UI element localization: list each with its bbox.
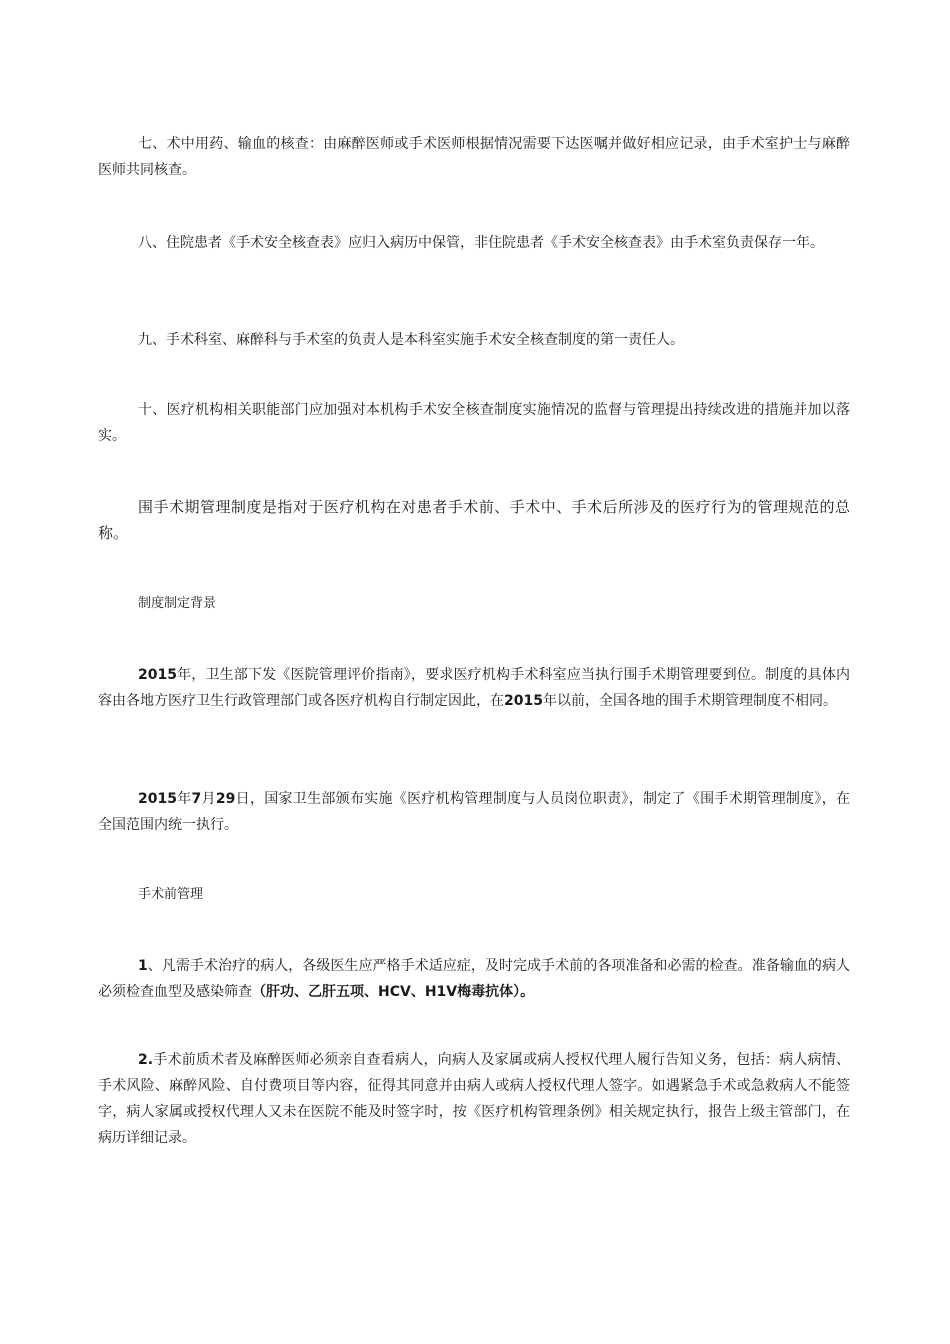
background-text: 月: [201, 791, 216, 807]
background-paragraph-1: [98, 662, 850, 714]
year-value: 2015: [504, 693, 543, 709]
definition-paragraph: 围手术期管理制度是指对于医疗机构在对患者手术前、手术中、手术后所涉及的医疗行为的管理规范的总称。: [98, 498, 850, 542]
paragraph-item-9: 九、手术科室、麻醉科与手术室的负责人是本科室实施手术安全核查制度的第一责任人。: [138, 332, 684, 348]
section-heading-preop: 手术前管理: [138, 887, 204, 902]
preop-item-1: [98, 953, 850, 1005]
background-text: 日，国家卫生部颁布实施《医疗机构管理制度与人员岗位职责》，制定了《围手术期管理制度》，在全国范围内统一执行。: [98, 791, 851, 833]
item-number: 1: [138, 958, 148, 974]
item-text: 手术前质术者及麻醉医师必须亲自查看病人，向病人及家属或病人授权代理人履行告知义务，包括：病人病情、手术风险、麻醉风险、自付费项目等内容，征得其同意并由病人或病人授权代理人签字。如遇紧急手术或急救病人不能签字，病人家属或授权代理人又未在医院不能及时签字时，按《医疗机构管理条例》相关规定执行，报告上级主管部门，在病历详细记录。: [98, 1052, 850, 1146]
background-text: 年，卫生部下发《医院管理评价指南》，要求医疗机构手术科室应当执行围手术期管理要到位。制度的具体内容由各地方医疗卫生行政管理部门或各医疗机构自行制定因此，在: [98, 667, 850, 709]
background-text: 年: [176, 791, 192, 807]
month-value: 7: [191, 791, 202, 807]
background-text: 年以前，全国各地的围手术期管理制度不相同。: [542, 693, 837, 709]
preop-item-2: [98, 1047, 850, 1151]
item-number: 2.: [138, 1052, 154, 1068]
paragraph-item-8: 八、住院患者《手术安全核查表》应归入病历中保管，非住院患者《手术安全核查表》由手术室负责保存一年。: [138, 235, 824, 251]
item-text: 、凡需手术治疗的病人，各级医生应严格手术适应症，及时完成手术前的各项准备和必需的检查。准备输血的病人必须检查血型及感染筛查: [98, 958, 850, 1000]
section-heading-background: 制度制定背景: [138, 596, 217, 611]
day-value: 29: [215, 791, 236, 807]
item-text-tail: （肝功、乙肝五项、HCV、H1V梅毒抗体）。: [252, 984, 535, 1000]
background-paragraph-2: [98, 786, 850, 838]
paragraph-item-7: 七、术中用药、输血的核查：由麻醉医师或手术医师根据情况需要下达医嘱并做好相应记录，由手术室护士与麻醉医师共同核查。: [98, 136, 850, 178]
year-value: 2015: [138, 791, 177, 807]
year-value: 2015: [138, 667, 177, 683]
paragraph-item-10: 十、医疗机构相关职能部门应加强对本机构手术安全核查制度实施情况的监督与管理提出持续改进的措施并加以落实。: [98, 402, 850, 444]
